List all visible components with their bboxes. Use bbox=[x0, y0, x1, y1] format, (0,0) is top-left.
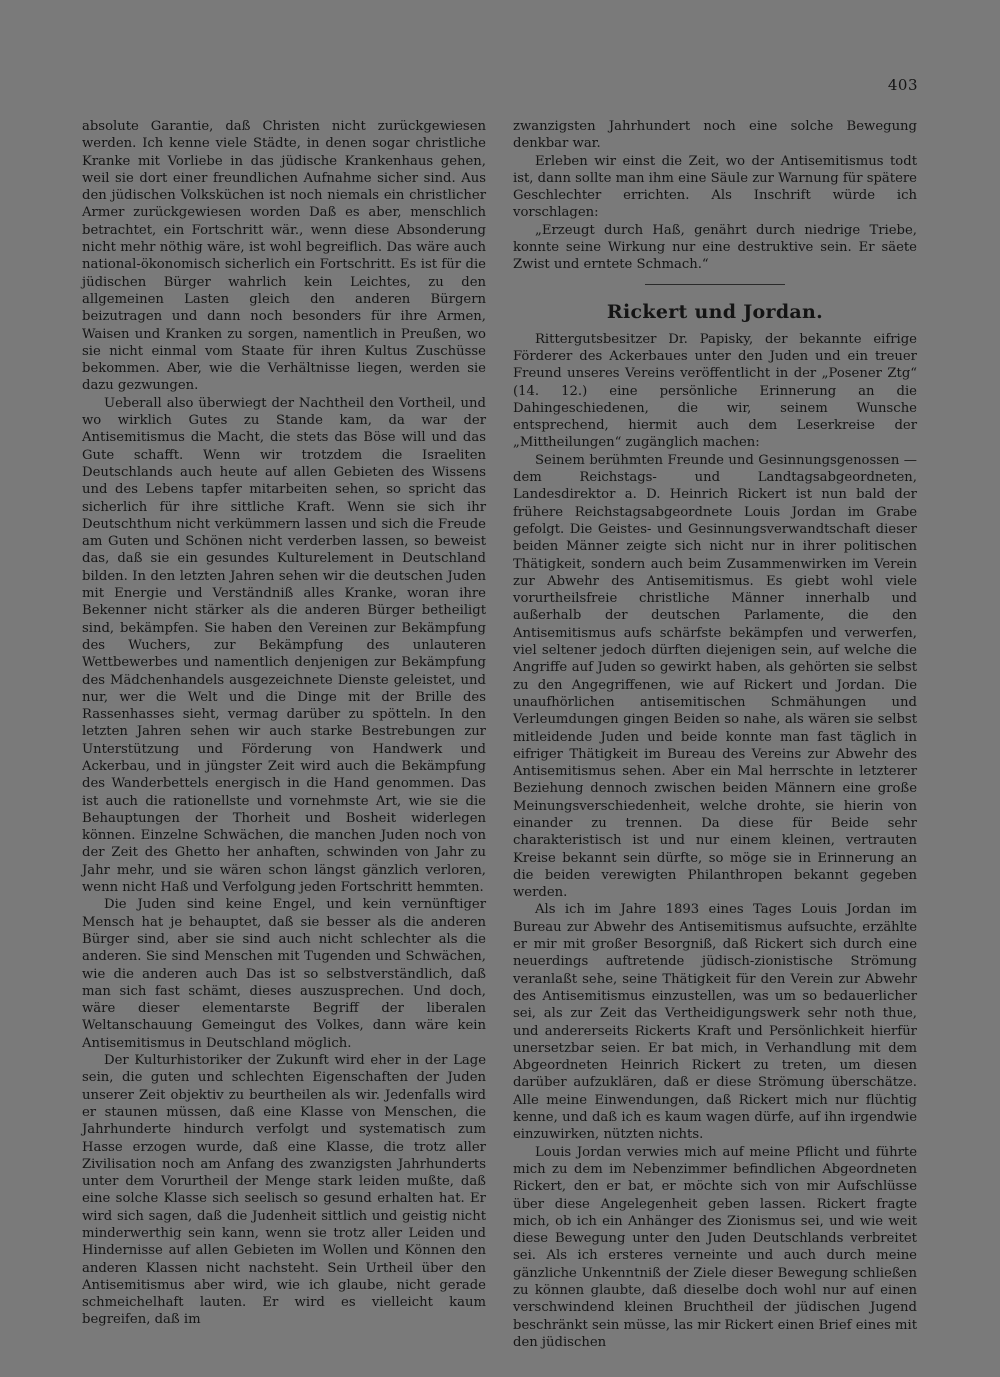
paragraph: absolute Garantie, daß Christen nicht zurückgewiesen werden. Ich kenne viele Städte, in denen sogar christliche Kranke mit Vorliebe in das jüdische Krankenhaus gehen, weil sie dort einer freundlichen Aufnahme sicher sind. Aus den jüdischen Volksküchen ist noch niemals ein christlicher Armer zurückgewiesen worden Daß es aber, menschlich betrachtet, ein Fortschritt wär., wenn diese Absonderung nicht mehr nöthig wäre, ist wohl begreiflich. Das wäre auch national-ökonomisch sicherlich ein Fortschritt. Es ist für die jüdischen Bürger wahrlich kein Leichtes, zu den allgemeinen Lasten gleich den anderen Bürgern beizutragen und dann noch besonders für ihre Armen, Waisen und Kranken zu sorgen, namentlich in Preußen, wo sie nicht einmal vom Staate für ihren Kultus Zuschüsse bekommen. Aber, wie die Verhältnisse liegen, werden sie dazu gezwungen. bbox=[82, 119, 486, 394]
right-column bbox=[513, 118, 917, 1351]
section-divider bbox=[645, 284, 785, 285]
paragraph: Seinem berühmten Freunde und Gesinnungsgenossen — dem Reichstags- und Landtagsabgeordneten, Landesdirektor a. D. Heinrich Rickert ist nun bald der frühere Reichstagsabgeordnete Louis Jordan im Grabe gefolgt. Die Geistes- und Gesinnungsverwandtschaft dieser beiden Männer zeigte sich nicht nur in ihrer politischen Thätigkeit, sondern auch beim Zusammenwirken im Verein zur Abwehr des Antisemitismus. Es giebt wohl viele vorurtheilsfreie christliche Männer innerhalb und außerhalb der deutschen Parlamente, die den Antisemitismus aufs schärfste bekämpfen und verwerfen, viel seltener jedoch dürften diejenigen sein, auf welche die Angriffe auf Juden so gewirkt haben, als gehörten sie selbst zu den Angegriffenen, wie auf Rickert und Jordan. Die unaufhörlichen antisemitischen Schmähungen und Verleumdungen gingen Beiden so nahe, als wären sie selbst mitleidende Juden und beide konnte man fast täglich in eifriger Thätigkeit im Bureau des Vereins zur Abwehr des Antisemitismus sehen. Aber ein Mal herrschte in letzterer Beziehung dennoch zwischen beiden Männern eine große Meinungsverschiedenheit, welche drohte, sie hierin von einander zu trennen. Da diese für Beide sehr charakteristisch ist und nur einem kleinen, vertrauten Kreise bekannt sein dürfte, so möge sie in Erinnerung an die beiden verewigten Philanthropen bekannt gegeben werden. bbox=[513, 452, 917, 901]
paragraph: Rittergutsbesitzer Dr. Papisky, der bekannte eifrige Förderer des Ackerbaues unter den Juden und ein treuer Freund unseres Vereins veröffentlicht in der „Posener Ztg“ (14. 12.) eine persönliche Erinnerung an die Dahingeschiedenen, die wir, seinem Wunsche entsprechend, hiermit auch dem Leserkreise der „Mittheilungen“ zugänglich machen: bbox=[513, 331, 917, 451]
left-column bbox=[82, 118, 486, 1329]
section-heading: Rickert und Jordan. bbox=[606, 300, 824, 323]
paragraph: Erleben wir einst die Zeit, wo der Antisemitismus todt ist, dann sollte man ihm eine Säule zur Warnung für spätere Geschlechter errichten. Als Inschrift würde ich vorschlagen: bbox=[513, 153, 917, 221]
paragraph: Der Kulturhistoriker der Zukunft wird eher in der Lage sein, die guten und schlechten Eigenschaften der Juden unserer Zeit objektiv zu beurtheilen als wir. Jedenfalls wird er staunen müssen, daß eine Klasse von Menschen, die Jahrhunderte hindurch verfolgt und systematisch zum Hasse erzogen wurde, daß eine Klasse, die trotz aller Zivilisation noch am Anfang des zwanzigsten Jahrhunderts unter dem Vorurtheil der Menge stark leiden mußte, daß eine solche Klasse sich seelisch so gesund erhalten hat. Er wird sich sagen, daß die Judenheit sittlich und geistig nicht minderwerthig sein kann, wenn sie trotz aller Leiden und Hindernisse auf allen Gebieten im Wollen und Können den anderen Klassen nicht nachsteht. Sein Urtheil über den Antisemitismus aber wird, wie ich glaube, nicht gerade schmeichelhaft lauten. Er wird es vielleicht kaum begreifen, daß im bbox=[82, 1053, 486, 1328]
page-number: 403 bbox=[887, 76, 918, 94]
paragraph: Die Juden sind keine Engel, und kein vernünftiger Mensch hat je behauptet, daß sie besser als die anderen Bürger sind, aber sie sind auch nicht schlechter als die anderen. Sie sind Menschen mit Tugenden und Schwächen, wie die anderen auch Das ist so selbstverständlich, daß man sich fast schämt, dieses auszusprechen. Und doch, wäre dieser elementarste Begriff der liberalen Weltanschauung Gemeingut des Volkes, dann wäre kein Antisemitismus in Deutschland möglich. bbox=[82, 897, 486, 1051]
paragraph: Louis Jordan verwies mich auf meine Pflicht und führte mich zu dem im Nebenzimmer befindlichen Abgeordneten Rickert, den er bat, er möchte sich von mir Aufschlüsse über diese Angelegenheit geben lassen. Rickert fragte mich, ob ich ein Anhänger des Zionismus sei, und wie weit diese Bewegung unter den Juden Deutschlands verbreitet sei. Als ich ersteres verneinte und auch durch meine gänzliche Unkenntniß der Ziele dieser Bewegung schließen zu können glaubte, daß dieselbe doch wohl nur auf einen verschwindend kleinen Bruchtheil der jüdischen Jugend beschränkt sein müsse, las mir Rickert einen Brief eines mit den jüdischen bbox=[513, 1144, 918, 1350]
quotation: „Erzeugt durch Haß, genährt durch niedrige Triebe, konnte seine Wirkung nur eine destruktive sein. Er säete Zwist und erntete Schmach.“ bbox=[513, 222, 917, 273]
paragraph: Als ich im Jahre 1893 eines Tages Louis Jordan im Bureau zur Abwehr des Antisemitismus aufsuchte, erzählte er mir mit großer Besorgniß, daß Rickert sich durch eine neuerdings auftretende jüdisch-zionistische Strömung veranlaßt sehe, seine Thätigkeit für den Verein zur Abwehr des Antisemitismus einzustellen, was um so bedauerlicher sei, als zur Zeit das Vertheidigungswerk sehr noth thue, und andererseits Rickerts Kraft und Persönlichkeit hierfür unersetzbar seien. Er bat mich, in Verhandlung mit dem Abgeordneten Heinrich Rickert zu treten, um diesen darüber aufzuklären, daß er diese Strömung überschätze. Alle meine Einwendungen, daß Rickert mich nur flüchtig kenne, und daß ich es kaum wagen dürfe, auf ihn irgendwie einzuwirken, nützten nichts. bbox=[513, 902, 917, 1143]
paragraph: zwanzigsten Jahrhundert noch eine solche Bewegung denkbar war. bbox=[513, 119, 917, 152]
paragraph: Ueberall also überwiegt der Nachtheil den Vortheil, und wo wirklich Gutes zu Stande kam, da war der Antisemitismus die Macht, die stets das Böse will und das Gute schafft. Wenn wir trotzdem die Israeliten Deutschlands auch heute auf allen Gebieten des Wissens und des Lebens tapfer mitarbeiten sehen, so spricht das sicherlich für ihre sittliche Kraft. Wenn sie sich ihr Deutschthum nicht verkümmern lassen und sich die Freude am Guten und Schönen nicht verderben lassen, so beweist das, daß sie ein gesundes Kulturelement in Deutschland bilden. In den letzten Jahren sehen wir die deutschen Juden mit Energie und Verständniß alles Kranke, woran ihre Bekenner nicht stärker als die anderen Bürger betheiligt sind, bekämpfen. Sie haben den Vereinen zur Bekämpfung des Wuchers, zur Bekämpfung des unlauteren Wettbewerbes und namentlich denjenigen zur Bekämpfung des Mädchenhandels ausgezeichnete Dienste geleistet, und nur, wer die Welt und die Dinge mit der Brille des Rassenhasses sieht, vermag darüber zu spötteln. In den letzten Jahren sehen wir auch starke Bestrebungen zur Unterstützung und Förderung von Handwerk und Ackerbau, und in jüngster Zeit wird auch die Bekämpfung des Wanderbettels energisch in die Hand genommen. Das ist auch die rationellste und vornehmste Art, wie sie die Behauptungen der Thorheit und Bosheit widerlegen können. Einzelne Schwächen, die manchen Juden noch von der Zeit des Ghetto her anhaften, schwinden von Jahr zu Jahr mehr, und sie wären schon längst gänzlich verloren, wenn nicht Haß und Verfolgung jeden Fortschritt hemmten. bbox=[82, 395, 486, 896]
